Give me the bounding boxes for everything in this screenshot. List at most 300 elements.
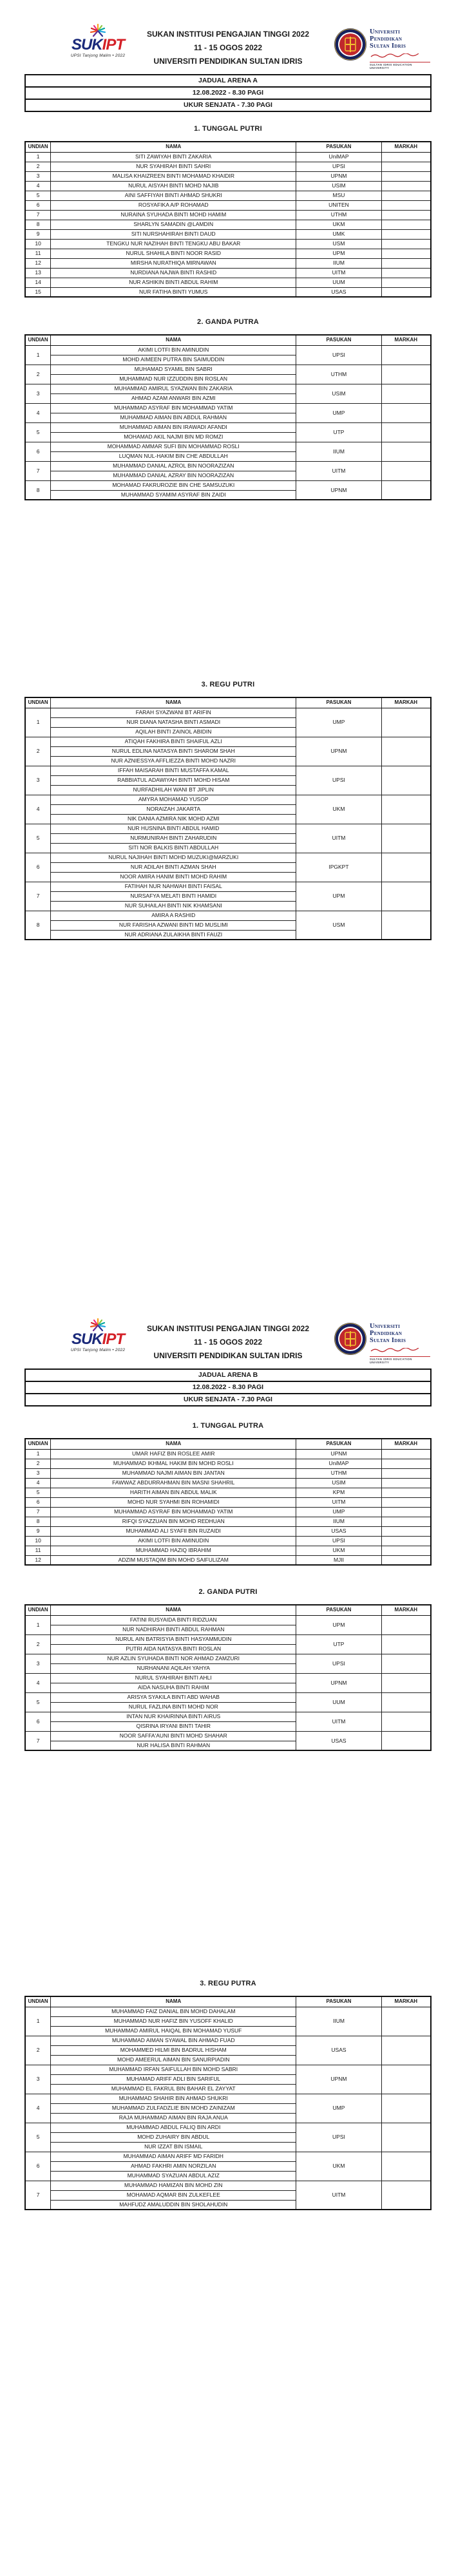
markah-cell: [381, 1615, 431, 1634]
table-row: [25, 1634, 431, 1644]
undian-cell: 7: [25, 882, 51, 911]
undian-cell: 1: [25, 345, 51, 365]
undian-cell: 5: [25, 422, 51, 442]
markah-cell: [381, 795, 431, 824]
pasukan-cell: UMP: [296, 708, 381, 737]
undian-cell: 8: [25, 220, 51, 229]
table-row: [25, 171, 431, 181]
upsi-logo: [334, 1322, 430, 1364]
nama-cell: MIRSHA NURATHIQA MIRNAWAN: [51, 258, 296, 268]
nama-cell: MUHAMAD ARIFF ADLI BIN SARIFUL: [51, 2074, 296, 2084]
undian-cell: 6: [25, 442, 51, 461]
undian-cell: 2: [25, 1459, 51, 1468]
nama-cell: AIDA NASUHA BINTI RAHIM: [51, 1683, 296, 1692]
pasukan-cell: IIUM: [296, 2007, 381, 2036]
column-header-nama: NAMA: [51, 142, 296, 152]
sukipt-tagline: UPSI Tanjong Malim • 2022: [70, 1347, 126, 1352]
undian-cell: 3: [25, 1654, 51, 1673]
undian-cell: 7: [25, 461, 51, 480]
markah-cell: [381, 191, 431, 200]
undian-cell: 8: [25, 1517, 51, 1526]
table-row: [25, 911, 431, 920]
markah-cell: [381, 1478, 431, 1488]
pasukan-cell: UPNM: [296, 171, 381, 181]
upsi-line-2: Pendidikan: [370, 35, 403, 43]
table-row: [25, 229, 431, 239]
markah-cell: [381, 258, 431, 268]
schedule-arena: JADUAL ARENA A: [26, 75, 430, 88]
pasukan-cell: UPNM: [296, 1673, 381, 1692]
markah-cell: [381, 2181, 431, 2210]
markah-cell: [381, 152, 431, 162]
markah-cell: [381, 2036, 431, 2065]
markah-cell: [381, 1488, 431, 1497]
nama-cell: ADZIM MUSTAQIM BIN MOHD SAIFULIZAM: [51, 1555, 296, 1565]
undian-cell: 4: [25, 795, 51, 824]
nama-cell: MUHAMMAD AMIRUL SYAZWAN BIN ZAKARIA: [51, 384, 296, 393]
nama-cell: NURFADHILAH WANI BT JIPLIN: [51, 785, 296, 795]
pasukan-cell: UPSI: [296, 766, 381, 795]
markah-cell: [381, 853, 431, 882]
markah-cell: [381, 171, 431, 181]
column-header-markah: MARKAH: [381, 1605, 431, 1615]
nama-cell: MUHAMMAD ALI SYAFII BIN RUZAIDI: [51, 1526, 296, 1536]
nama-cell: MUHAMMAD SYAMIM ASYRAF BIN ZAIDI: [51, 490, 296, 500]
nama-cell: AKIMI LOTFI BIN AMINUDIN: [51, 1536, 296, 1546]
section-title-tunggal-putri: 1. TUNGGAL PUTRI: [194, 125, 262, 133]
undian-cell: 8: [25, 480, 51, 500]
markah-cell: [381, 2094, 431, 2123]
undian-cell: 14: [25, 278, 51, 287]
nama-cell: LUQMAN NUL-HAKIM BIN CHE ABDULLAH: [51, 451, 296, 461]
table-row: [25, 1468, 431, 1478]
table-row: [25, 882, 431, 891]
event-title-line3: UNIVERSITI PENDIDIKAN SULTAN IDRIS: [153, 57, 303, 66]
nama-cell: MUHAMMAD ABDUL FALIQ BIN ARDI: [51, 2123, 296, 2132]
section-title-tunggal-putra: 1. TUNGGAL PUTRA: [192, 1422, 264, 1430]
table-row: [25, 210, 431, 220]
column-header-undian: UNDIAN: [25, 1439, 51, 1449]
undian-cell: 3: [25, 1468, 51, 1478]
nama-cell: SHARLYN SAMADIN @LAMDIN: [51, 220, 296, 229]
schedule-page-arena-a: [0, 0, 456, 940]
table-row: [25, 1488, 431, 1497]
pasukan-cell: UKM: [296, 795, 381, 824]
markah-cell: [381, 220, 431, 229]
table-row: [25, 824, 431, 833]
sukipt-wordmark: SUKIPT: [71, 36, 124, 53]
nama-cell: NUR FARISHA AZWANI BINTI MD MUSLIMI: [51, 920, 296, 930]
nama-cell: NOOR AMIRA HANIM BINTI MOHD RAHIM: [51, 872, 296, 882]
nama-cell: NURUL FAZLINA BINTI MOHD NOR: [51, 1702, 296, 1712]
pasukan-cell: UPNM: [296, 1449, 381, 1459]
undian-cell: 8: [25, 911, 51, 940]
nama-cell: NURUL EDLINA NATASYA BINTI SHAROM SHAH: [51, 746, 296, 756]
markah-cell: [381, 882, 431, 911]
pasukan-cell: MSU: [296, 191, 381, 200]
upsi-crest-icon: [334, 28, 367, 61]
pasukan-cell: UKM: [296, 2152, 381, 2181]
event-title: [122, 1318, 334, 1363]
nama-cell: MUHAMMAD DANIAL AZROL BIN NOORAZIZAN: [51, 461, 296, 471]
nama-cell: MOHD ZUHAIRY BIN ABDUL: [51, 2132, 296, 2142]
nama-cell: MOHAMAD FAKRUROZIE BIN CHE SAMSUZUKI: [51, 480, 296, 490]
column-header-markah: MARKAH: [381, 142, 431, 152]
pasukan-cell: IIUM: [296, 1517, 381, 1526]
nama-cell: NURUL SHAHILA BINTI NOOR RASID: [51, 249, 296, 258]
nama-cell: MOHAMMAD AMMAR SUFI BIN MOHAMMAD ROSLI: [51, 442, 296, 451]
undian-cell: 5: [25, 2123, 51, 2152]
column-header-pasukan: PASUKAN: [296, 1605, 381, 1615]
upsi-jawi-script: [370, 1348, 421, 1352]
upsi-line-4: SULTAN IDRIS EDUCATION UNIVERSITY: [370, 1356, 430, 1364]
nama-cell: AQILAH BINTI ZAINOL ABIDIN: [51, 727, 296, 737]
undian-cell: 4: [25, 2094, 51, 2123]
markah-cell: [381, 239, 431, 249]
pasukan-cell: USIM: [296, 181, 381, 191]
pasukan-cell: UniMAP: [296, 1459, 381, 1468]
table-row: [25, 480, 431, 490]
markah-cell: [381, 737, 431, 766]
pasukan-cell: UPSI: [296, 345, 381, 365]
column-header-markah: MARKAH: [381, 697, 431, 708]
sukipt-tagline: UPSI Tanjong Malim • 2022: [70, 53, 126, 58]
undian-cell: 5: [25, 191, 51, 200]
nama-cell: UMAR HAFIZ BIN ROSLEE AMIR: [51, 1449, 296, 1459]
table-row: [25, 461, 431, 471]
markah-cell: [381, 1692, 431, 1712]
undian-cell: 2: [25, 365, 51, 384]
nama-cell: MUHAMMAD FAIZ DANIAL BIN MOHD DAHALAM: [51, 2007, 296, 2016]
nama-cell: NUR ADILAH BINTI AZMAN SHAH: [51, 862, 296, 872]
table-row: [25, 1449, 431, 1459]
nama-cell: TENGKU NUR NAZIHAH BINTI TENGKU ABU BAKAR: [51, 239, 296, 249]
nama-cell: SITI NOR BALKIS BINTI ABDULLAH: [51, 843, 296, 853]
markah-cell: [381, 911, 431, 940]
pasukan-cell: IIUM: [296, 258, 381, 268]
column-header-nama: NAMA: [51, 1439, 296, 1449]
nama-cell: AHMAD FAKHRI AMIN NORZILAN: [51, 2161, 296, 2171]
upsi-line-1: Universiti: [370, 1323, 401, 1330]
pasukan-cell: UPSI: [296, 2123, 381, 2152]
table-row: [25, 2152, 431, 2161]
upsi-line-4: SULTAN IDRIS EDUCATION UNIVERSITY: [370, 62, 430, 70]
markah-cell: [381, 442, 431, 461]
table-row: [25, 1615, 431, 1625]
table-header-row: [25, 1439, 431, 1449]
nama-cell: NURUL AISYAH BINTI MOHD NAJIB: [51, 181, 296, 191]
nama-cell: NUR HALISA BINTI RAHMAN: [51, 1741, 296, 1750]
table-row: [25, 1654, 431, 1663]
markah-cell: [381, 461, 431, 480]
undian-cell: 5: [25, 1488, 51, 1497]
nama-cell: NUR IZZAT BIN ISMAIL: [51, 2142, 296, 2152]
column-header-nama: NAMA: [51, 1605, 296, 1615]
table-row: [25, 220, 431, 229]
nama-cell: MUHAMMAD DANIAL AZRAY BIN NOORAZIZAN: [51, 471, 296, 480]
markah-cell: [381, 384, 431, 403]
markah-cell: [381, 422, 431, 442]
nama-cell: FAWWAZ ABDURRAHMAN BIN MASNI SHAHRIL: [51, 1478, 296, 1488]
upsi-logo: [334, 28, 430, 70]
pasukan-cell: UPM: [296, 1615, 381, 1634]
nama-cell: MUHAMMAD ZULFADZLIE BIN MOHD ZAINIZAM: [51, 2103, 296, 2113]
column-header-undian: UNDIAN: [25, 1605, 51, 1615]
pasukan-cell: UTHM: [296, 1468, 381, 1478]
nama-cell: MALISA KHAIZREEN BINTI MOHAMAD KHAIDIR: [51, 171, 296, 181]
table-header-row: [25, 142, 431, 152]
table-row: [25, 708, 431, 717]
table-row: [25, 181, 431, 191]
section-title-regu-putra: 3. REGU PUTRA: [200, 1980, 256, 1987]
table-row: [25, 1497, 431, 1507]
nama-cell: PUTRI AIDA NATASYA BINTI ROSLAN: [51, 1644, 296, 1654]
undian-cell: 3: [25, 384, 51, 403]
table-ganda-putri: [24, 1604, 432, 1751]
section-title-regu-putri: 3. REGU PUTRI: [201, 681, 255, 688]
undian-cell: 6: [25, 200, 51, 210]
markah-cell: [381, 365, 431, 384]
undian-cell: 7: [25, 210, 51, 220]
pasukan-cell: UMP: [296, 1507, 381, 1517]
nama-cell: NUR NADHIRAH BINTI ABDUL RAHMAN: [51, 1625, 296, 1634]
undian-cell: 1: [25, 152, 51, 162]
undian-cell: 7: [25, 1731, 51, 1750]
nama-cell: AMYRA MOHAMAD YUSOP: [51, 795, 296, 804]
nama-cell: MUHAMMAD NUR HAFIZ BIN YUSOFF KHALID: [51, 2016, 296, 2026]
pasukan-cell: UMP: [296, 2094, 381, 2123]
nama-cell: NURSAFYA MELATI BINTI HAMIDI: [51, 891, 296, 901]
table-tunggal-putra: [24, 1438, 432, 1566]
nama-cell: MUHAMMAD NUR IZZUDDIN BIN ROSLAN: [51, 374, 296, 384]
nama-cell: ATIQAH FAKHIRA BINTI SHAIFUL AZLI: [51, 737, 296, 746]
table-row: [25, 239, 431, 249]
pasukan-cell: UTHM: [296, 365, 381, 384]
undian-cell: 1: [25, 2007, 51, 2036]
nama-cell: NORAIZAH JAKARTA: [51, 804, 296, 814]
nama-cell: NUR AZNIESSYA AFFLIEZZA BINTI MOHD NAZRI: [51, 756, 296, 766]
table-row: [25, 200, 431, 210]
nama-cell: INTAN NUR KHAIRINNA BINTI AIRUS: [51, 1712, 296, 1721]
pasukan-cell: USAS: [296, 2036, 381, 2065]
sukipt-logo: [59, 1318, 137, 1352]
table-row: [25, 795, 431, 804]
upsi-line-2: Pendidikan: [370, 1330, 403, 1338]
markah-cell: [381, 287, 431, 297]
nama-cell: MUHAMMAD SYAZUAN ABDUL AZIZ: [51, 2171, 296, 2181]
undian-cell: 7: [25, 1507, 51, 1517]
markah-cell: [381, 345, 431, 365]
undian-cell: 11: [25, 1546, 51, 1555]
nama-cell: MUHAMMAD IRFAN SAIFULLAH BIN MOHD SABRI: [51, 2065, 296, 2074]
table-header-row: [25, 1996, 431, 2007]
markah-cell: [381, 1459, 431, 1468]
event-title-line2: 11 - 15 OGOS 2022: [193, 1338, 263, 1347]
table-row: [25, 258, 431, 268]
undian-cell: 9: [25, 1526, 51, 1536]
table-row: [25, 2007, 431, 2016]
table-row: [25, 278, 431, 287]
section-title-ganda-putri: 2. GANDA PUTRI: [198, 1588, 258, 1596]
markah-cell: [381, 1517, 431, 1526]
table-row: [25, 268, 431, 278]
markah-cell: [381, 210, 431, 220]
undian-cell: 12: [25, 1555, 51, 1565]
nama-cell: NOOR SAFFA'AUNI BINTI MOHD SHAHAR: [51, 1731, 296, 1741]
markah-cell: [381, 1449, 431, 1459]
nama-cell: SITI NURSHAHIRAH BINTI DAUD: [51, 229, 296, 239]
nama-cell: MUHAMMAD AIMAN ARIFF MD FARIDH: [51, 2152, 296, 2161]
table-row: [25, 1517, 431, 1526]
table-row: [25, 249, 431, 258]
table-row: [25, 2123, 431, 2132]
markah-cell: [381, 1546, 431, 1555]
nama-cell: QISRINA IRYANI BINTI TAHIR: [51, 1721, 296, 1731]
pasukan-cell: UPM: [296, 882, 381, 911]
nama-cell: MUHAMMAD IKHMAL HAKIM BIN MOHD ROSLI: [51, 1459, 296, 1468]
table-row: [25, 162, 431, 171]
event-title-line2: 11 - 15 OGOS 2022: [193, 43, 263, 52]
markah-cell: [381, 1654, 431, 1673]
event-title-line3: UNIVERSITI PENDIDIKAN SULTAN IDRIS: [153, 1351, 303, 1360]
pasukan-cell: UPNM: [296, 2065, 381, 2094]
nama-cell: NURMUNIRAH BINTI ZAHARUDIN: [51, 833, 296, 843]
nama-cell: ROSYAFIKA A/P ROHAMAD: [51, 200, 296, 210]
column-header-undian: UNDIAN: [25, 142, 51, 152]
nama-cell: NUR ASHIKIN BINTI ABDUL RAHIM: [51, 278, 296, 287]
table-regu-putri: [24, 697, 432, 940]
table-row: [25, 152, 431, 162]
markah-cell: [381, 1536, 431, 1546]
table-row: [25, 422, 431, 432]
column-header-pasukan: PASUKAN: [296, 697, 381, 708]
undian-cell: 2: [25, 162, 51, 171]
pasukan-cell: KPM: [296, 1488, 381, 1497]
markah-cell: [381, 1731, 431, 1750]
upsi-line-3: Sultan Idris: [370, 1337, 406, 1345]
undian-cell: 15: [25, 287, 51, 297]
markah-cell: [381, 766, 431, 795]
table-header-row: [25, 1605, 431, 1615]
pasukan-cell: USAS: [296, 1526, 381, 1536]
undian-cell: 4: [25, 1673, 51, 1692]
markah-cell: [381, 1712, 431, 1731]
undian-cell: 3: [25, 2065, 51, 2094]
upsi-crest-icon: [334, 1322, 367, 1356]
table-row: [25, 345, 431, 355]
masthead: [0, 24, 456, 68]
table-row: [25, 1555, 431, 1565]
nama-cell: SITI ZAWIYAH BINTI ZAKARIA: [51, 152, 296, 162]
upsi-line-3: Sultan Idris: [370, 43, 406, 50]
table-header-row: [25, 335, 431, 345]
markah-cell: [381, 2065, 431, 2094]
nama-cell: MOHD NUR SYAHMI BIN ROHAMIDI: [51, 1497, 296, 1507]
nama-cell: RIFQI SYAZZUAN BIN MOHD REDHUAN: [51, 1517, 296, 1526]
nama-cell: MUHAMMAD NAJMI AIMAN BIN JANTAN: [51, 1468, 296, 1478]
nama-cell: IFFAH MAISARAH BINTI MUSTAFFA KAMAL: [51, 766, 296, 775]
upsi-jawi-script: [370, 53, 421, 58]
pasukan-cell: UniMAP: [296, 152, 381, 162]
undian-cell: 1: [25, 1615, 51, 1634]
nama-cell: MOHAMMED HILMI BIN BADRUL HISHAM: [51, 2045, 296, 2055]
markah-cell: [381, 162, 431, 171]
pasukan-cell: USAS: [296, 1731, 381, 1750]
nama-cell: MOHD AIMEEN PUTRA BIN SAIMUDDIN: [51, 355, 296, 365]
nama-cell: FARAH SYAZWANI BT ARIFIN: [51, 708, 296, 717]
table-header-row: [25, 697, 431, 708]
schedule-arena: JADUAL ARENA B: [26, 1370, 430, 1382]
section-title-ganda-putra: 2. GANDA PUTRA: [197, 318, 259, 326]
table-row: [25, 766, 431, 775]
schedule-datetime: 12.08.2022 - 8.30 PAGI: [26, 1382, 430, 1394]
column-header-pasukan: PASUKAN: [296, 335, 381, 345]
pasukan-cell: UMP: [296, 403, 381, 422]
nama-cell: MAHFUDZ AMALUDDIN BIN SHOLAHUDIN: [51, 2200, 296, 2210]
upsi-line-1: Universiti: [370, 28, 401, 35]
pasukan-cell: USM: [296, 911, 381, 940]
pasukan-cell: IIUM: [296, 442, 381, 461]
pasukan-cell: USIM: [296, 384, 381, 403]
nama-cell: NUR HUSNINA BINTI ABDUL HAMID: [51, 824, 296, 833]
pasukan-cell: UITM: [296, 1497, 381, 1507]
undian-cell: 7: [25, 2181, 51, 2210]
pasukan-cell: USAS: [296, 287, 381, 297]
event-title: [122, 24, 334, 68]
nama-cell: MUHAMMAD AIMAN BIN IRAWADI AFANDI: [51, 422, 296, 432]
nama-cell: NUR ADRIANA ZULAIKHA BINTI FAUZI: [51, 930, 296, 940]
column-header-pasukan: PASUKAN: [296, 142, 381, 152]
pasukan-cell: MJII: [296, 1555, 381, 1565]
markah-cell: [381, 2007, 431, 2036]
markah-cell: [381, 1497, 431, 1507]
schedule-box-arena-a: [24, 74, 432, 112]
undian-cell: 1: [25, 708, 51, 737]
undian-cell: 4: [25, 1478, 51, 1488]
undian-cell: 12: [25, 258, 51, 268]
markah-cell: [381, 480, 431, 500]
undian-cell: 13: [25, 268, 51, 278]
nama-cell: NIK DANIA AZMIRA NIK MOHD AZMI: [51, 814, 296, 824]
table-row: [25, 853, 431, 862]
nama-cell: MUHAMMAD ASYRAF BIN MOHAMMAD YATIM: [51, 1507, 296, 1517]
nama-cell: AHMAD AZAM ANWARI BIN AZMI: [51, 393, 296, 403]
nama-cell: MOHAMAD AKIL NAJMI BIN MD ROMZI: [51, 432, 296, 442]
undian-cell: 6: [25, 1497, 51, 1507]
table-regu-putra: [24, 1996, 432, 2210]
nama-cell: HARITH AIMAN BIN ABDUL MALIK: [51, 1488, 296, 1497]
markah-cell: [381, 2123, 431, 2152]
markah-cell: [381, 181, 431, 191]
markah-cell: [381, 708, 431, 737]
table-row: [25, 1536, 431, 1546]
schedule-page-arena-b: [0, 1318, 456, 2210]
table-row: [25, 737, 431, 746]
table-row: [25, 1673, 431, 1683]
upsi-logo-text: [370, 1322, 430, 1364]
schedule-ukur-senjata: UKUR SENJATA - 7.30 PAGI: [184, 101, 272, 109]
table-row: [25, 2181, 431, 2190]
markah-cell: [381, 1673, 431, 1692]
column-header-nama: NAMA: [51, 1996, 296, 2007]
pasukan-cell: UPSI: [296, 162, 381, 171]
nama-cell: MUHAMMAD AIMAN BIN ABDUL RAHMAN: [51, 413, 296, 422]
pasukan-cell: UITM: [296, 2181, 381, 2210]
table-tunggal-putri: [24, 141, 432, 298]
event-title-line1: SUKAN INSTITUSI PENGAJIAN TINGGI 2022: [146, 1324, 310, 1333]
nama-cell: NUR DIANA NATASHA BINTI ASMADI: [51, 717, 296, 727]
pasukan-cell: UPNM: [296, 737, 381, 766]
